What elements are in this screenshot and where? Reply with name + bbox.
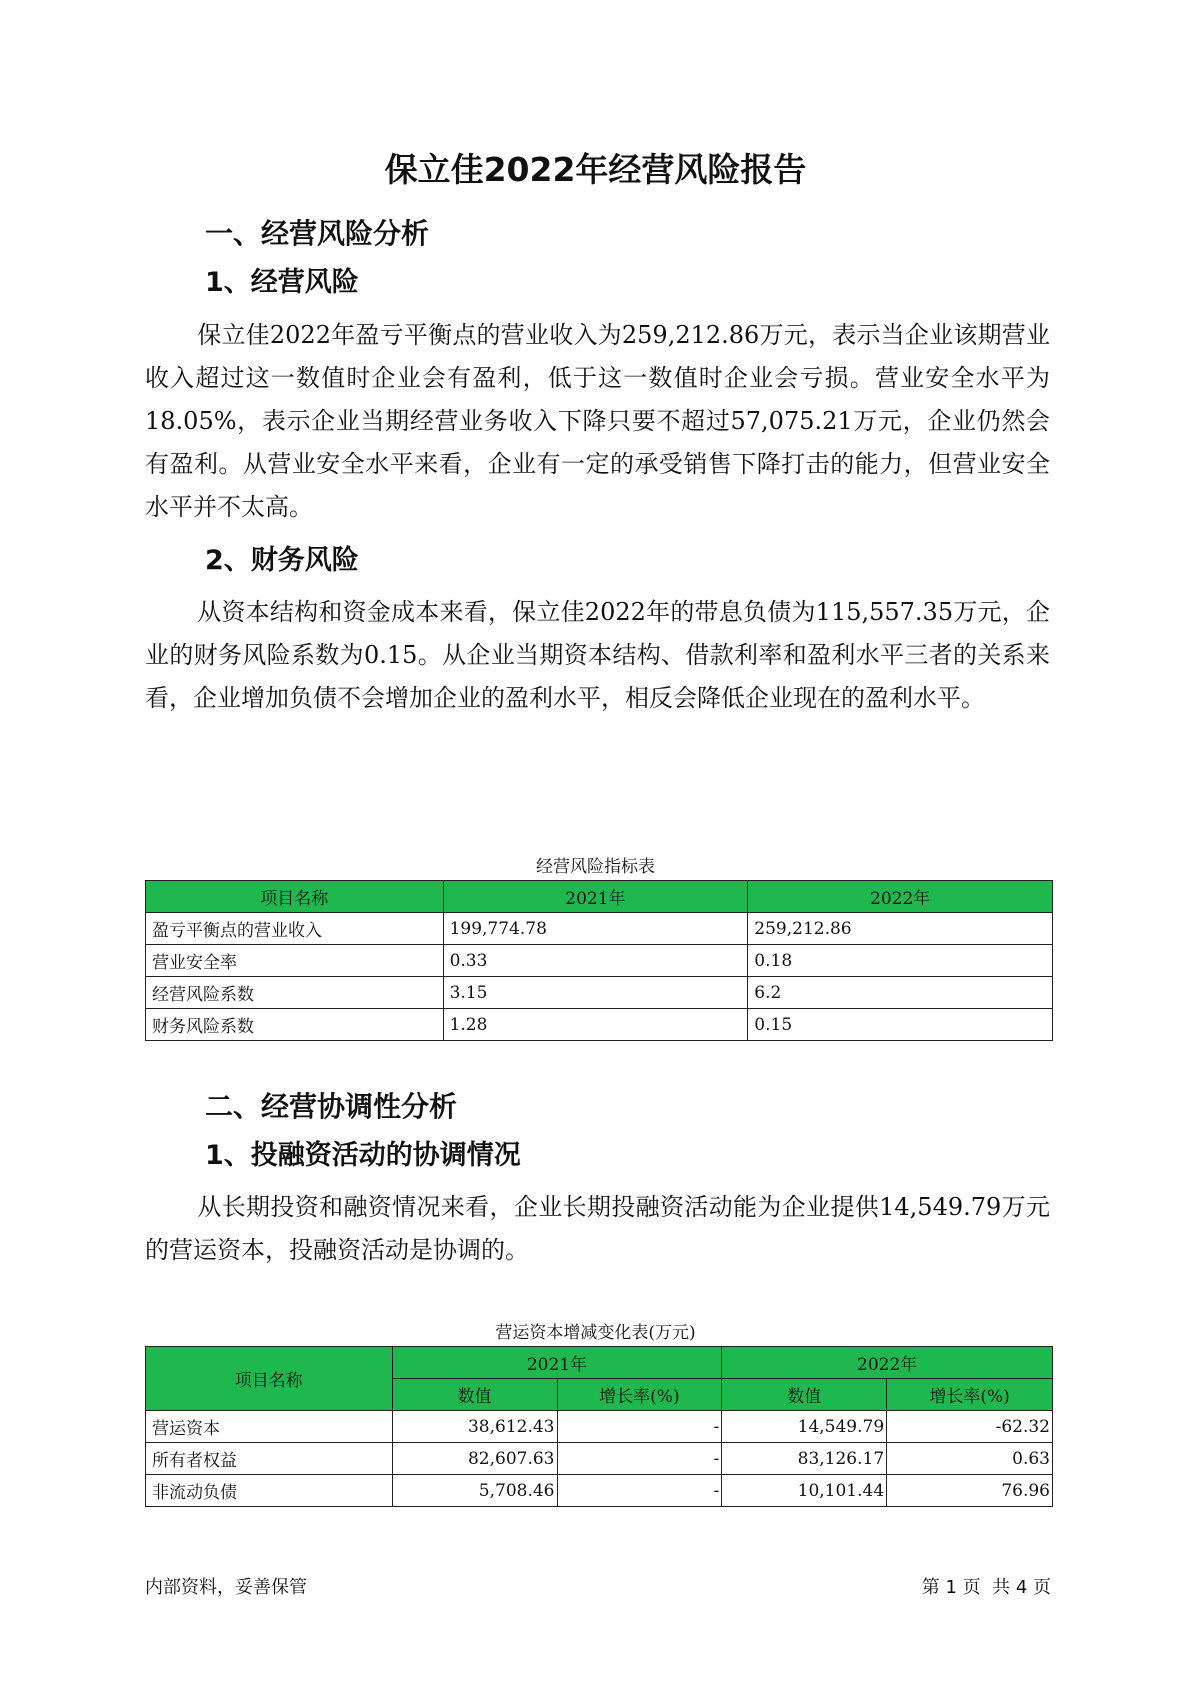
table-cell: 76.96 — [887, 1475, 1053, 1507]
table-cell: 199,774.78 — [443, 913, 748, 945]
header-cell: 2022年 — [748, 881, 1053, 913]
table-cell: 259,212.86 — [748, 913, 1053, 945]
risk-indicator-table — [145, 880, 1053, 1041]
table1-caption: 经营风险指标表 — [536, 857, 655, 877]
working-capital-table — [145, 1346, 1053, 1507]
table-cell: - — [557, 1411, 722, 1443]
table-cell: - — [557, 1443, 722, 1475]
section1-sub1-paragraph — [145, 314, 1050, 529]
table-cell: 营业安全率 — [146, 945, 444, 977]
header-cell: 数值 — [392, 1379, 557, 1411]
header-cell: 2021年 — [392, 1347, 722, 1379]
footer-confidential-note: 内部资料，妥善保管 — [145, 1577, 307, 1598]
table-cell: 财务风险系数 — [146, 1009, 444, 1041]
table-cell: 所有者权益 — [146, 1443, 393, 1475]
paragraph-text: 从长期投资和融资情况来看，企业长期投融资活动能为企业提供14,549.79万元的营运资本，投融资活动是协调的。 — [145, 1193, 1050, 1264]
table-cell: 10,101.44 — [722, 1475, 887, 1507]
table-cell: 82,607.63 — [392, 1443, 557, 1475]
table-cell: 5,708.46 — [392, 1475, 557, 1507]
table-cell: 1.28 — [443, 1009, 748, 1041]
paragraph-text: 保立佳2022年盈亏平衡点的营业收入为259,212.86万元，表示当企业该期营业收入超过这一数值时企业会有盈利，低于这一数值时企业会亏损。营业安全水平为18.05%，表示企业当期经营业务收入下降只要不超过57,075.21万元，企业仍然会有盈利。从营业安全水平来看，企业有一定的承受销售下降打击的能力，但营业安全水平并不太高。 — [145, 321, 1050, 521]
table-cell: 0.18 — [748, 945, 1053, 977]
table-cell: 3.15 — [443, 977, 748, 1009]
table-cell: 0.63 — [887, 1443, 1053, 1475]
table-row — [146, 977, 1053, 1009]
table-row — [146, 1009, 1053, 1041]
table-cell: - — [557, 1475, 722, 1507]
header-cell: 数值 — [722, 1379, 887, 1411]
paragraph-text: 从资本结构和资金成本来看，保立佳2022年的带息负债为115,557.35万元，企业的财务风险系数为0.15。从企业当期资本结构、借款利率和盈利水平三者的关系来看，企业增加负债不会增加企业的盈利水平，相反会降低企业现在的盈利水平。 — [145, 598, 1050, 712]
footer-page-number: 第 1 页 共 4 页 — [921, 1577, 1051, 1598]
table-row — [146, 1411, 1053, 1443]
table-cell: 0.15 — [748, 1009, 1053, 1041]
table-cell: 14,549.79 — [722, 1411, 887, 1443]
table-cell: 0.33 — [443, 945, 748, 977]
table-cell: 83,126.17 — [722, 1443, 887, 1475]
table-cell: 非流动负债 — [146, 1475, 393, 1507]
header-cell: 增长率(%) — [887, 1379, 1053, 1411]
table-row — [146, 945, 1053, 977]
table-row — [146, 1475, 1053, 1507]
table-header-row — [146, 881, 1053, 913]
table-row — [146, 913, 1053, 945]
table-cell: 经营风险系数 — [146, 977, 444, 1009]
header-cell: 增长率(%) — [557, 1379, 722, 1411]
section1-sub2-paragraph — [145, 591, 1050, 720]
table-cell: -62.32 — [887, 1411, 1053, 1443]
table-row — [146, 1443, 1053, 1475]
section1-heading: 一、经营风险分析 — [205, 217, 430, 250]
section2-sub1-heading: 1、投融资活动的协调情况 — [205, 1140, 521, 1171]
table-cell: 营运资本 — [146, 1411, 393, 1443]
table2-caption: 营运资本增减变化表(万元) — [495, 1323, 696, 1343]
section1-sub2-heading: 2、财务风险 — [205, 545, 359, 576]
header-cell: 项目名称 — [146, 1347, 393, 1411]
header-cell: 项目名称 — [146, 881, 444, 913]
section2-heading: 二、经营协调性分析 — [205, 1090, 458, 1123]
page-title: 保立佳2022年经营风险报告 — [384, 150, 807, 189]
section1-sub1-heading: 1、经营风险 — [205, 267, 359, 298]
header-cell: 2022年 — [722, 1347, 1053, 1379]
table-cell: 38,612.43 — [392, 1411, 557, 1443]
section2-sub1-paragraph — [145, 1186, 1050, 1272]
table-cell: 盈亏平衡点的营业收入 — [146, 913, 444, 945]
table-header-row — [146, 1347, 1053, 1379]
table-cell: 6.2 — [748, 977, 1053, 1009]
header-cell: 2021年 — [443, 881, 748, 913]
